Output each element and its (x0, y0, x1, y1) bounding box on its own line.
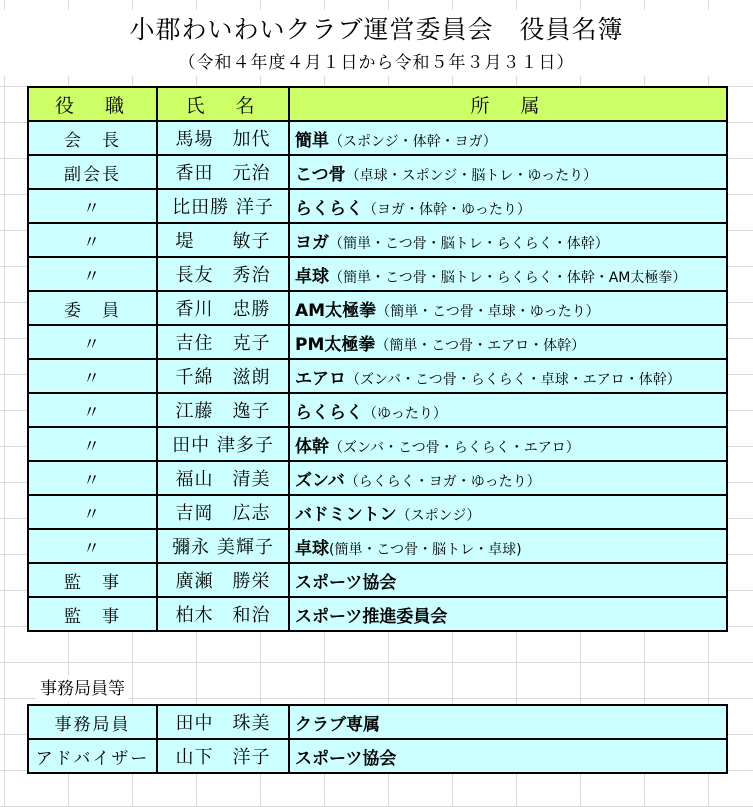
affiliation-cell (289, 739, 727, 773)
table-row (28, 359, 727, 393)
role-cell: 〃 (28, 461, 157, 495)
staff-table (27, 704, 728, 774)
name-cell: 田中 珠美 (157, 705, 289, 739)
table-row (28, 189, 727, 223)
role-cell: 〃 (28, 257, 157, 291)
role-cell: 副会長 (28, 155, 157, 189)
table-row (28, 597, 727, 631)
document-title: 小郡わいわいクラブ運営委員会 役員名簿 (0, 10, 753, 50)
primary-class-label: スポーツ協会 (295, 748, 397, 769)
affiliation-cell (289, 427, 727, 461)
name-cell: 福山 清美 (157, 461, 289, 495)
name-cell: 柏木 和治 (157, 597, 289, 631)
primary-class-label: らくらく (295, 402, 363, 423)
other-classes-label: （簡単・こつ骨・卓球・ゆったり） (376, 303, 600, 320)
role-cell: 事務局員 (28, 705, 157, 739)
table-row (28, 223, 727, 257)
primary-class-label: 卓球 (295, 266, 329, 287)
affiliation-cell (289, 529, 727, 563)
role-cell: 監 事 (28, 597, 157, 631)
role-cell: 〃 (28, 223, 157, 257)
name-cell: 千綿 滋朗 (157, 359, 289, 393)
affiliation-cell (289, 325, 727, 359)
affiliation-cell (289, 155, 727, 189)
affiliation-cell (289, 121, 727, 155)
name-cell: 香田 元治 (157, 155, 289, 189)
name-cell: 彌永 美輝子 (157, 529, 289, 563)
name-cell: 堤 敏子 (157, 223, 289, 257)
primary-class-label: クラブ専属 (295, 714, 380, 735)
name-cell: 吉住 克子 (157, 325, 289, 359)
other-classes-label: （簡単・こつ骨・脳トレ・らくらく・体幹） (329, 235, 609, 252)
table-row (28, 427, 727, 461)
officers-table (27, 86, 728, 632)
role-cell: 〃 (28, 427, 157, 461)
affiliation-cell (289, 393, 727, 427)
document-subtitle: （令和４年度４月１日から令和５年３月３１日） (0, 50, 753, 76)
other-classes-label: （らくらく・ヨガ・ゆったり） (344, 473, 541, 490)
name-cell: 廣瀬 勝栄 (157, 563, 289, 597)
primary-class-label: エアロ (295, 368, 346, 389)
other-classes-label: （簡単・こつ骨・脳トレ・らくらく・体幹・AM太極拳） (329, 269, 687, 286)
table-row (28, 291, 727, 325)
affiliation-cell (289, 223, 727, 257)
other-classes-label: (簡単・こつ骨・脳トレ・卓球) (329, 541, 522, 558)
primary-class-label: AM太極拳 (295, 300, 377, 321)
name-cell: 吉岡 広志 (157, 495, 289, 529)
role-cell: 監 事 (28, 563, 157, 597)
role-cell: アドバイザー (28, 739, 157, 773)
affiliation-cell (289, 597, 727, 631)
header-name: 氏 名 (157, 87, 289, 121)
staff-section-heading: 事務局員等 (36, 676, 129, 702)
table-row (28, 393, 727, 427)
other-classes-label: （簡単・こつ骨・エアロ・体幹） (375, 337, 586, 354)
primary-class-label: こつ骨 (295, 164, 346, 185)
role-cell: 〃 (28, 495, 157, 529)
affiliation-cell (289, 461, 727, 495)
role-cell: 〃 (28, 529, 157, 563)
table-row (28, 155, 727, 189)
table-row (28, 495, 727, 529)
primary-class-label: スポーツ協会 (295, 572, 397, 593)
table-row (28, 529, 727, 563)
table-row (28, 705, 727, 739)
other-classes-label: （スポンジ・体幹・ヨガ） (329, 133, 497, 150)
table-row (28, 739, 727, 773)
primary-class-label: ズンバ (295, 470, 345, 491)
name-cell: 山下 洋子 (157, 739, 289, 773)
other-classes-label: （ヨガ・体幹・ゆったり） (363, 201, 531, 218)
name-cell: 長友 秀治 (157, 257, 289, 291)
other-classes-label: （ゆったり） (363, 405, 447, 422)
affiliation-cell (289, 495, 727, 529)
name-cell: 香川 忠勝 (157, 291, 289, 325)
affiliation-cell (289, 291, 727, 325)
primary-class-label: ヨガ (295, 232, 329, 253)
table-row (28, 121, 727, 155)
other-classes-label: （ズンバ・こつ骨・らくらく・卓球・エアロ・体幹） (346, 371, 681, 388)
role-cell: 〃 (28, 359, 157, 393)
header-affiliation: 所 属 (289, 87, 727, 121)
role-cell: 〃 (28, 325, 157, 359)
table-header-row (28, 87, 727, 121)
primary-class-label: らくらく (295, 198, 363, 219)
name-cell: 江藤 逸子 (157, 393, 289, 427)
role-cell: 〃 (28, 393, 157, 427)
affiliation-cell (289, 705, 727, 739)
affiliation-cell (289, 563, 727, 597)
role-cell: 〃 (28, 189, 157, 223)
primary-class-label: 簡単 (295, 130, 329, 151)
name-cell: 馬場 加代 (157, 121, 289, 155)
name-cell: 田中 津多子 (157, 427, 289, 461)
primary-class-label: 体幹 (295, 436, 329, 457)
table-row (28, 563, 727, 597)
other-classes-label: （スポンジ） (396, 507, 481, 524)
name-cell: 比田勝 洋子 (157, 189, 289, 223)
role-cell: 会 長 (28, 121, 157, 155)
role-cell: 委 員 (28, 291, 157, 325)
affiliation-cell (289, 257, 727, 291)
other-classes-label: （卓球・スポンジ・脳トレ・ゆったり） (345, 167, 598, 184)
primary-class-label: スポーツ推進委員会 (295, 606, 448, 627)
affiliation-cell (289, 359, 727, 393)
primary-class-label: PM太極拳 (295, 334, 376, 355)
table-row (28, 325, 727, 359)
other-classes-label: （ズンバ・こつ骨・らくらく・エアロ） (329, 439, 580, 456)
table-row (28, 461, 727, 495)
primary-class-label: 卓球 (295, 538, 329, 559)
table-row (28, 257, 727, 291)
affiliation-cell (289, 189, 727, 223)
primary-class-label: バドミントン (295, 504, 397, 525)
header-role: 役 職 (28, 87, 157, 121)
